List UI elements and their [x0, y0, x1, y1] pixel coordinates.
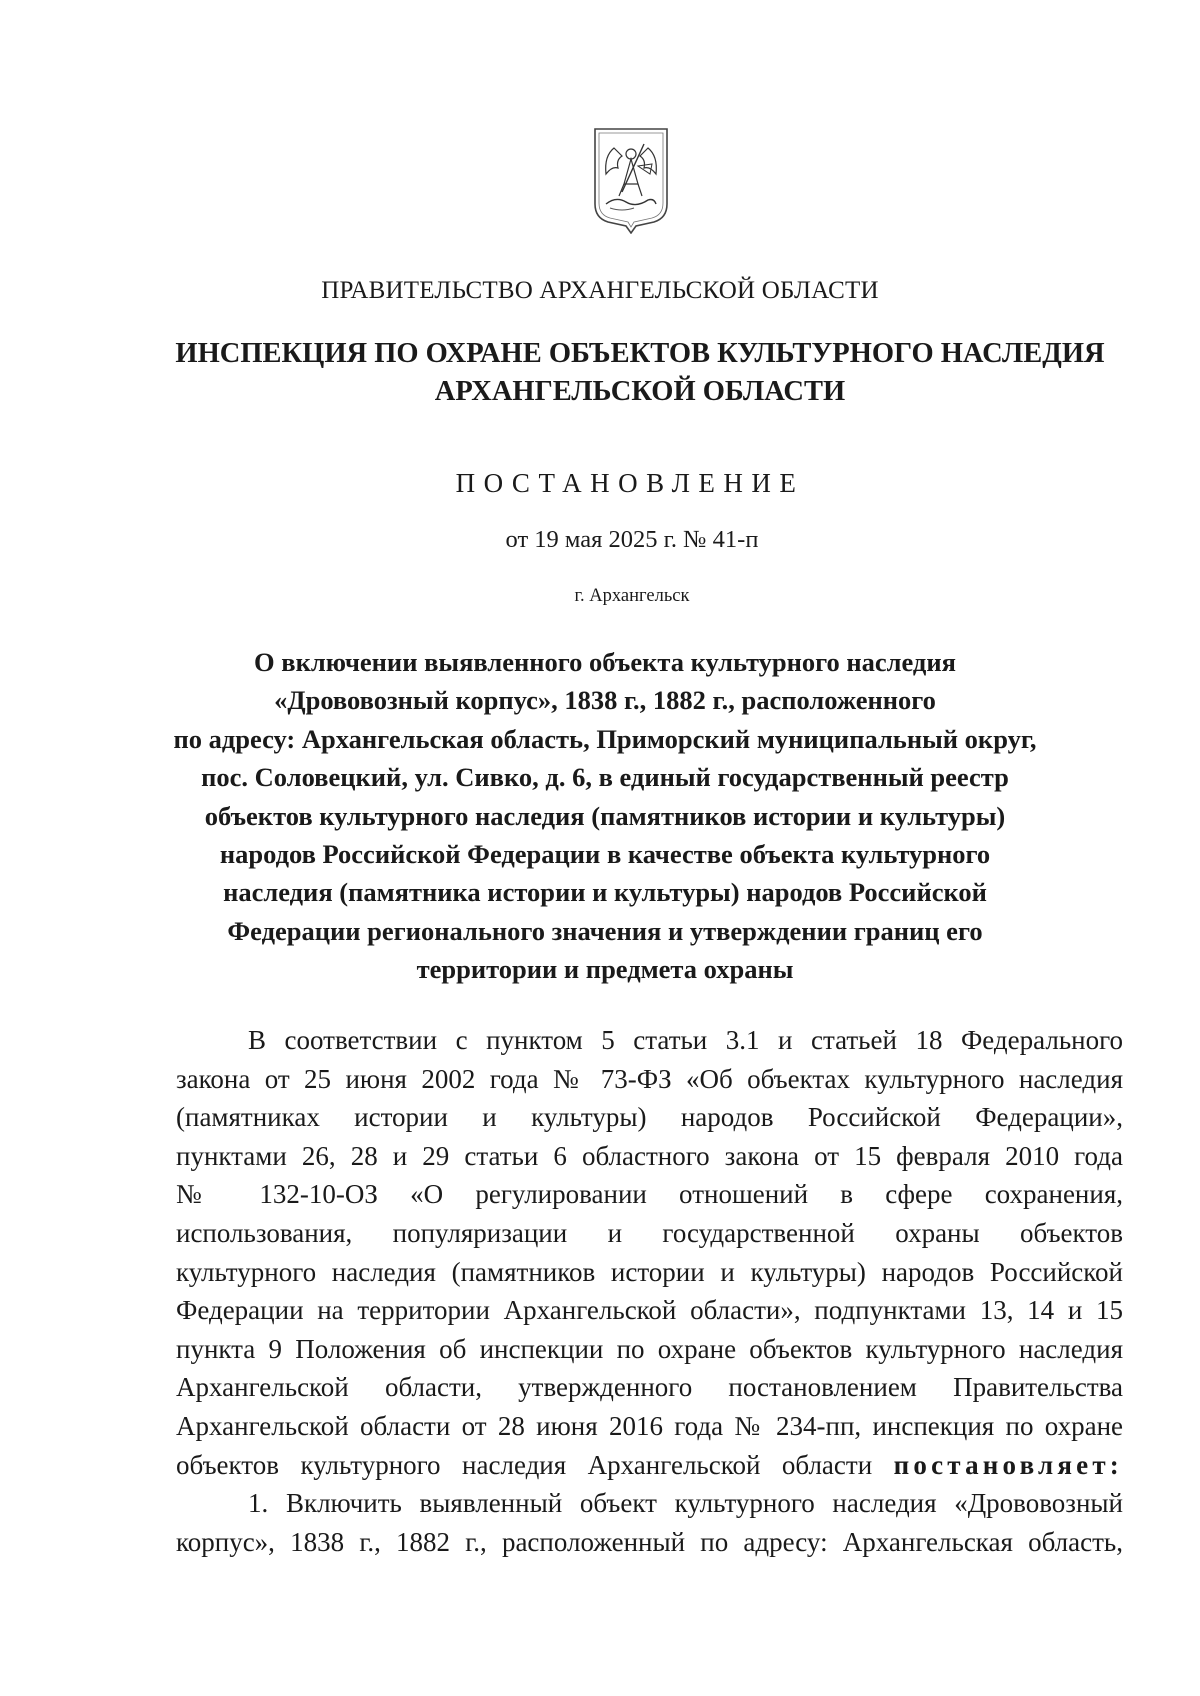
- document-type: ПОСТАНОВЛЕНИЕ: [455, 468, 805, 498]
- body-line: пункта 9 Положения об инспекции по охране объектов культурного наследия: [176, 1333, 1123, 1364]
- subject-line: Федерации регионального значения и утверждении границ его: [227, 915, 983, 946]
- body-line: В соответствии с пунктом 5 статьи 3.1 и статьей 18 Федерального: [248, 1025, 1123, 1055]
- item-1-line: корпус», 1838 г., 1882 г., расположенный по адресу: Архангельская область,: [176, 1526, 1123, 1557]
- government-name: ПРАВИТЕЛЬСТВО АРХАНГЕЛЬСКОЙ ОБЛАСТИ: [321, 277, 879, 304]
- document-subject: [90, 643, 1120, 989]
- subject-line: наследия (памятника истории и культуры) народов Российской: [223, 877, 987, 908]
- body-line: Федерации на территории Архангельской области», подпунктами 13, 14 и 15: [176, 1295, 1123, 1326]
- body-line: использования, популяризации и государственной охраны объектов: [176, 1217, 1123, 1248]
- body-line: Архангельской области, утвержденного постановлением Правительства: [176, 1372, 1123, 1403]
- inspection-name: [80, 335, 1200, 411]
- document-city: г. Архангельск: [574, 586, 690, 606]
- body-line-final: [176, 1446, 1123, 1485]
- body-line: пунктами 26, 28 и 29 статьи 6 областного закона от 15 февраля 2010 года: [176, 1140, 1123, 1171]
- body-line: культурного наследия (памятников истории и культуры) народов Российской: [176, 1256, 1123, 1287]
- body-line: (памятниках истории и культуры) народов Российской Федерации»,: [176, 1102, 1123, 1133]
- subject-line: народов Российской Федерации в качестве объекта культурного: [219, 839, 991, 870]
- subject-line: О включении выявленного объекта культурного наследия: [254, 647, 956, 677]
- document-date-number: от 19 мая 2025 г. № 41-п: [505, 526, 759, 553]
- body-line-text: объектов культурного наследия Архангельской области: [176, 1449, 873, 1480]
- preamble-paragraph: [176, 1021, 1123, 1561]
- inspection-name-line: АРХАНГЕЛЬСКОЙ ОБЛАСТИ: [434, 376, 846, 407]
- subject-line: территории и предмета охраны: [416, 954, 794, 985]
- resolves-word: постановляет:: [893, 1449, 1123, 1480]
- subject-line: «Дрововозный корпус», 1838 г., 1882 г., расположенного: [274, 685, 936, 716]
- subject-line: пос. Соловецкий, ул. Сивко, д. 6, в единый государственный реестр: [201, 762, 1009, 793]
- subject-line: по адресу: Архангельская область, Приморский муниципальный округ,: [173, 723, 1037, 754]
- coat-of-arms-icon: [592, 126, 670, 234]
- item-1-line: 1. Включить выявленный объект культурного наследия «Дрововозный: [248, 1488, 1123, 1519]
- body-line: закона от 25 июня 2002 года № 73-ФЗ «Об объектах культурного наследия: [176, 1063, 1123, 1094]
- inspection-name-line: ИНСПЕКЦИЯ ПО ОХРАНЕ ОБЪЕКТОВ КУЛЬТУРНОГО НАСЛЕДИЯ: [175, 338, 1105, 369]
- subject-line: объектов культурного наследия (памятников истории и культуры): [204, 800, 1006, 831]
- body-line: Архангельской области от 28 июня 2016 года № 234-пп, инспекция по охране: [176, 1410, 1123, 1441]
- body-line: № 132-10-ОЗ «О регулировании отношений в сфере сохранения,: [176, 1179, 1123, 1210]
